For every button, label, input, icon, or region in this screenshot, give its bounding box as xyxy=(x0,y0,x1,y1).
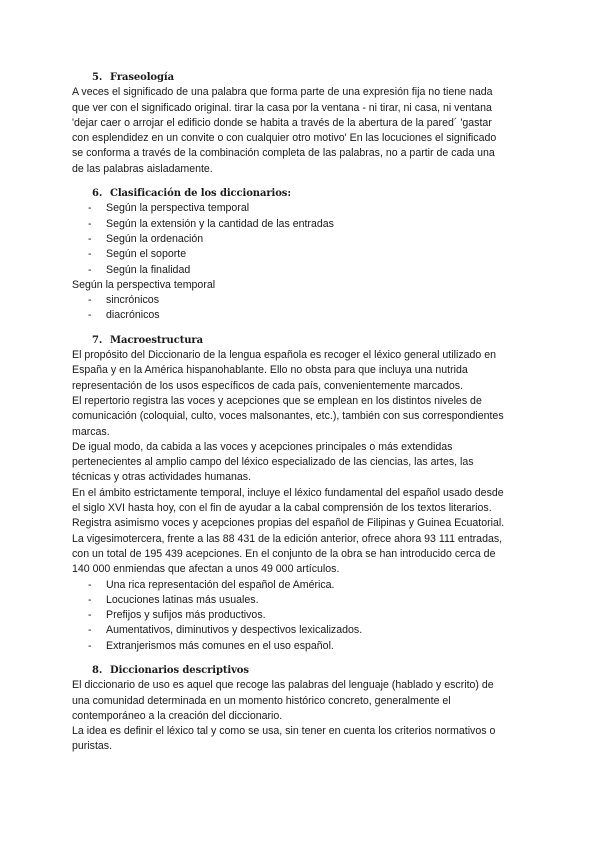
text-line: con esplendidez en un convite o con cualquier otro motivo' En las locuciones el significado xyxy=(72,132,497,145)
list-item: - Según la finalidad xyxy=(72,263,532,278)
list-item: - diacrónicos xyxy=(72,308,532,323)
list-item: - Locuciones latinas más usuales. xyxy=(72,593,532,608)
text-line: La idea es definir el léxico tal y como se usa, sin tener en cuenta los criterios normativos o xyxy=(72,725,496,738)
text-line: 140 000 enmiendas que afectan a unos 49 000 artículos. xyxy=(72,563,340,576)
text-line: El diccionario de uso es aquel que recoge las palabras del lenguaje (hablado y escrito) de xyxy=(72,679,494,692)
text-line: marcas. xyxy=(72,425,110,438)
list-item: - Aumentativos, diminutivos y despectivos lexicalizados. xyxy=(72,623,532,638)
document-page xyxy=(72,70,532,755)
text-line: pertenecientes al amplio campo del léxico especializado de las ciencias, las artes, las xyxy=(72,456,474,469)
section-body-macroestructura xyxy=(72,348,532,577)
list-item: - Una rica representación del español de América. xyxy=(72,578,532,593)
text-line: De igual modo, da cabida a las voces y acepciones principales o más extendidas xyxy=(72,440,453,453)
text-line: una comunidad determinada en un momento histórico concreto, generalmente el xyxy=(72,694,451,707)
list-item: - sincrónicos xyxy=(72,293,532,308)
list-item: - Según la extensión y la cantidad de las entradas xyxy=(72,217,532,232)
list-item: - Según la ordenación xyxy=(72,232,532,247)
macro-list xyxy=(72,578,532,654)
text-line: La vigesimotercera, frente a las 88 431 de la edición anterior, ofrece ahora 93 111 entradas, xyxy=(72,532,503,545)
list-item: - Prefijos y sufijos más productivos. xyxy=(72,608,532,623)
text-line: de las palabras aisladamente. xyxy=(72,162,213,175)
text-line: El propósito del Diccionario de la lengua española es recoger el léxico general utilizado en xyxy=(72,349,497,362)
list-item: - Según el soporte xyxy=(72,247,532,262)
text-line: técnicas y otras actividades humanas. xyxy=(72,471,252,484)
section-heading-macroestructura: 7. Macroestructura xyxy=(92,334,203,346)
text-line: contemporáneo a la creación del diccionario. xyxy=(72,709,283,722)
text-line: se conforma a través de la combinación completa de las palabras, no a partir de cada una xyxy=(72,147,495,160)
section-heading-clasificacion: 6. Clasificación de los diccionarios: xyxy=(92,188,291,200)
section-heading-fraseologia: 5. Fraseología xyxy=(92,72,174,83)
text-line: con un total de 195 439 acepciones. En el conjunto de la obra se han introducido cerca de xyxy=(72,547,496,560)
list-item: - Extranjerismos más comunes en el uso español. xyxy=(72,639,532,654)
temporal-list xyxy=(72,293,532,324)
text-line: comunicación (coloquial, culto, voces malsonantes, etc.), también con sus correspondientes xyxy=(72,410,504,423)
section-body-fraseologia xyxy=(72,85,532,177)
list-item: - Según la perspectiva temporal xyxy=(72,201,532,216)
text-line: España y en la América hispanohablante. Ello no obsta para que incluya una nutrida xyxy=(72,364,468,377)
text-line: A veces el significado de una palabra que forma parte de una expresión fija no tiene nada xyxy=(72,86,493,99)
text-line: el siglo XVI hasta hoy, con el fin de ayudar a la cabal comprensión de los textos literarios. xyxy=(72,502,492,515)
text-line: El repertorio registra las voces y acepciones que se emplean en los distintos niveles de xyxy=(72,394,482,407)
classification-list xyxy=(72,201,532,277)
section-heading-descriptivos: 8. Diccionarios descriptivos xyxy=(92,664,249,676)
text-line: que ver con el significado original. tirar la casa por la ventana - ni tirar, ni casa, ni ventana xyxy=(72,101,492,114)
text-line: representación de los usos específicos de cada país, convenientemente marcados. xyxy=(72,379,464,392)
sub-label: Según la perspectiva temporal xyxy=(72,278,216,291)
text-line: Registra asimismo voces y acepciones propias del español de Filipinas y Guinea Ecuatorial. xyxy=(72,517,505,530)
text-line: puristas. xyxy=(72,740,113,753)
section-body-descriptivos xyxy=(72,678,532,754)
text-line: 'dejar caer o arrojar el edificio donde se habita a través de la abertura de la pared´ 'gastar xyxy=(72,116,492,129)
text-line: En el ámbito estrictamente temporal, incluye el léxico fundamental del español usado desde xyxy=(72,486,504,499)
